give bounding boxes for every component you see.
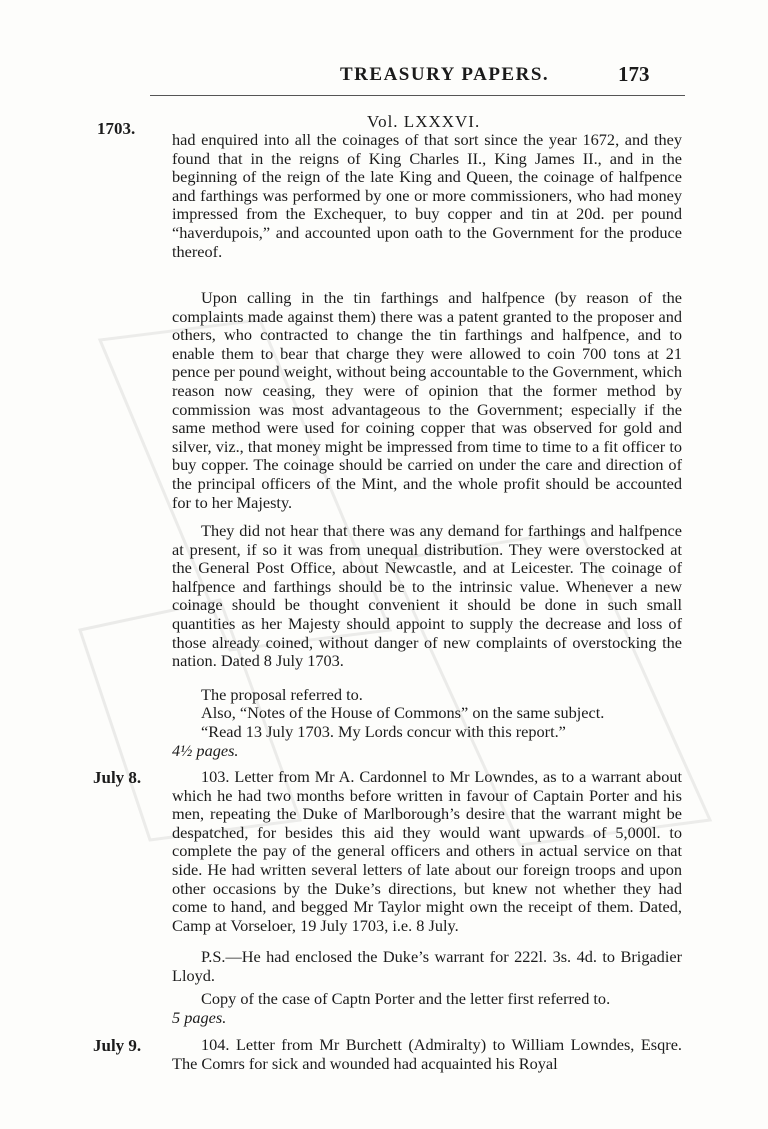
date-july-8: July 8. xyxy=(93,768,142,787)
volume-heading: Vol. LXXXVI. xyxy=(367,112,481,131)
entry-103: 103. Letter from Mr A. Cardonnel to Mr Lowndes, as to a warrant about which he had two months before written in favour of Captain Porter and his men, repeating the Duke of Marlborough’s desire that the warrant might be despatched, for besides this aid they would want upwards of 5,000l. to complete the pay of the general officers and others in actual service on that side. He had written several letters of late about our foreign troops and upon other occasions by the Duke’s directions, but knew not whether they had come to hand, and begged Mr Taylor might own the receipt of them. Dated, Camp at Vorseloer, 19 July 1703, i.e. 8 July. xyxy=(172,767,682,935)
paragraph-demand: They did not hear that there was any demand for farthings and halfpence at present, if so it was from unequal distribution. They were overstocked at the General Post Office, about Newcastle, and at Leicester. The coinage of halfpence and farthings should be to the intrinsic value. Whenever a new coinage should be thought convenient it should be done in such small quantities as her Majesty should appoint to supply the decrease and loss of those already coined, without danger of new complaints of overstocking the nation. Dated 8 July 1703. xyxy=(172,521,682,671)
page-number: 173 xyxy=(618,62,650,86)
date-july-9: July 9. xyxy=(93,1036,142,1055)
entry-103-pages: 5 pages. xyxy=(172,1008,227,1027)
paragraph-read: “Read 13 July 1703. My Lords concur with this report.” xyxy=(201,722,566,741)
entry-103-postscript: P.S.—He had enclosed the Duke’s warrant for 222l. 3s. 4d. to Brigadier Lloyd. xyxy=(172,947,682,985)
paragraph-tin-farthings: Upon calling in the tin farthings and halfpence (by reason of the complaints made against them) there was a patent granted to the proposer and others, who contracted to change the tin farthings and halfpence, and to enable them to bear that charge they were allowed to coin 700 tons at 21 pence per pound weight, without being accountable to the Government, which reason now ceasing, they were of opinion that the former method by commission was most advantageous to the Government; especially if the same method were used for coining copper that was observed for gold and silver, viz., that money might be impressed from time to time to a fit officer to buy copper. The coinage should be carried on under the care and direction of the principal officers of the Mint, and the whole profit should be accounted for to her Majesty. xyxy=(172,288,682,512)
entry-104: 104. Letter from Mr Burchett (Admiralty) to William Lowndes, Esqre. The Comrs for sick and wounded had acquainted his Royal xyxy=(172,1035,682,1073)
running-title: TREASURY PAPERS. xyxy=(340,64,550,85)
paragraph-notes: Also, “Notes of the House of Commons” on the same subject. xyxy=(201,703,605,722)
entry-103-copy: Copy of the case of Captn Porter and the letter first referred to. xyxy=(201,989,611,1008)
year-margin: 1703. xyxy=(97,119,136,138)
paragraph-continuation: had enquired into all the coinages of that sort since the year 1672, and they found that in the reigns of King Charles II., King James II., and in the beginning of the reign of the late King and Queen, the coinage of halfpence and farthings was performed by one or more commissioners, who had money impressed from the Exchequer, to buy copper and tin at 20d. per pound “haverdupois,” and accounted upon oath to the Government for the produce thereof. xyxy=(172,130,682,261)
running-header xyxy=(0,62,768,92)
paragraph-proposal: The proposal referred to. xyxy=(201,685,363,704)
header-rule xyxy=(150,95,685,96)
page-count: 4½ pages. xyxy=(172,741,239,760)
